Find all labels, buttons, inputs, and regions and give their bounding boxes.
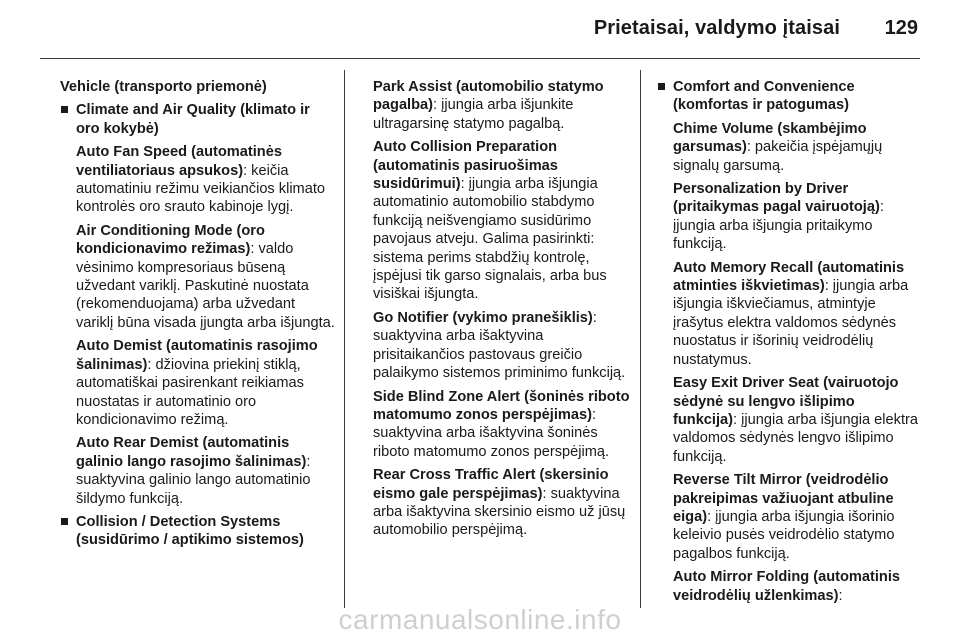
entry-text: : įjungia arba išjungia išorinio keleivio pusės veidrodėlio statymo pagalbos funkciją. bbox=[673, 508, 895, 562]
entry-go-notifier bbox=[373, 309, 631, 383]
column-3 bbox=[657, 78, 919, 610]
header-rule bbox=[40, 58, 920, 59]
entry-text: : valdo vėsinimo kompresoriaus būseną užvedant variklį. Paskutinė nuostata (rekomenduojama) arba užvedant variklį būna visada įjungta arba išjungta. bbox=[76, 241, 335, 331]
entry-term: Park Assist (automobilio statymo pagalba) bbox=[373, 79, 604, 114]
entry-air-conditioning-mode bbox=[76, 222, 336, 332]
entry-text: : suaktyvina arba išaktyvina šoninės riboto matomumo zonos perspėjimą. bbox=[373, 406, 610, 460]
entry-term: Easy Exit Driver Seat (vairuotojo sėdynė su lengvo išlipimo funkcija) bbox=[673, 375, 899, 428]
entry-text: : keičia automatiniu režimu veikiančios klimato kontrolės oro srauto kabinoje lygį. bbox=[76, 162, 326, 216]
entry-reverse-tilt-mirror bbox=[673, 471, 919, 563]
column-divider-right bbox=[640, 70, 641, 608]
column-divider-left bbox=[344, 70, 345, 608]
page-header bbox=[0, 0, 960, 58]
entry-text: : bbox=[838, 587, 843, 604]
column-1 bbox=[60, 78, 336, 555]
entry-personalization-by-driver bbox=[673, 180, 919, 254]
entry-term: Auto Rear Demist (automatinis galinio lango rasojimo šalinimas) bbox=[76, 435, 307, 470]
entry-term: Air Conditioning Mode (oro kondicionavimo režimas) bbox=[76, 222, 265, 258]
entry-text: : įjungia arba išjungia automatinio automobilio stabdymo funkciją neišvengiamo susidūrimo pavojaus atveju. Galima pasirinkti: sistema perims stabdžių kontrolę, įspėjusi tik garso signalais, arba bus visiškai išjungta. bbox=[373, 176, 607, 303]
entry-text: : suaktyvina galinio lango automatinio šildymo funkciją. bbox=[76, 453, 311, 507]
page-number: 129 bbox=[884, 17, 918, 39]
entry-text: : įjungia arba išjungia pritaikymo funkciją. bbox=[673, 199, 884, 253]
entry-easy-exit-driver-seat bbox=[673, 374, 919, 466]
entry-chime-volume bbox=[673, 120, 919, 175]
entry-term: Auto Collision Preparation (automatinis pasiruošimas susidūrimui) bbox=[373, 139, 558, 193]
section-heading: Vehicle (transporto priemonė) bbox=[60, 79, 267, 95]
watermark: carmanualsonline.info bbox=[338, 604, 622, 635]
entry-term: Rear Cross Traffic Alert (skersinio eismo gale perspėjimas) bbox=[373, 467, 609, 502]
entry-term: Personalization by Driver (pritaikymas pagal vairuotoją) bbox=[673, 181, 880, 216]
entry-auto-rear-demist bbox=[76, 434, 336, 508]
entry-term: Reverse Tilt Mirror (veidrodėlio pakreipimas važiuojant atbuline eiga) bbox=[673, 472, 894, 525]
entry-term: Go Notifier (vykimo pranešiklis) bbox=[373, 309, 593, 326]
bullet-climate: Climate and Air Quality (klimato ir oro kokybė) bbox=[60, 101, 336, 138]
entry-auto-collision-preparation bbox=[373, 138, 631, 304]
entry-text: : įjungia arba išjungia iškviečiamus, atmintyje įrašytus elektra valdomos sėdynės nuostatus ir išorinių veidrodėlių nustatymus. bbox=[673, 278, 909, 368]
bullet-comfort: Comfort and Convenience (komfortas ir patogumas) bbox=[657, 78, 919, 115]
entry-text: : suaktyvina arba išaktyvina prisitaikančios pastovaus greičio palaikymo sistemos priminimo funkciją. bbox=[373, 309, 626, 382]
entry-term: Side Blind Zone Alert (šoninės riboto matomumo zonos perspėjimas) bbox=[373, 388, 630, 423]
entry-auto-memory-recall bbox=[673, 259, 919, 369]
page-title: Prietaisai, valdymo įtaisai bbox=[593, 17, 840, 39]
entry-text: : įjungia arba išjungia elektra valdomos sėdynės lengvo išlipimo funkciją. bbox=[673, 411, 918, 465]
entry-term: Auto Fan Speed (automatinės ventiliatoriaus apsukos) bbox=[76, 144, 282, 179]
entry-park-assist bbox=[373, 78, 631, 133]
entry-term: Chime Volume (skambėjimo garsumas) bbox=[673, 120, 867, 156]
entry-side-blind-zone-alert bbox=[373, 388, 631, 462]
entry-auto-demist bbox=[76, 337, 336, 429]
entry-term: Auto Demist (automatinis rasojimo šalinimas) bbox=[76, 338, 318, 373]
entry-term: Auto Mirror Folding (automatinis veidrodėlių užlenkimas) bbox=[673, 569, 900, 604]
entry-rear-cross-traffic-alert bbox=[373, 466, 631, 540]
entry-text: : pakeičia įspėjamųjų signalų garsumą. bbox=[673, 139, 883, 174]
entry-auto-fan-speed bbox=[76, 143, 336, 217]
entry-term: Auto Memory Recall (automatinis atminties iškvietimas) bbox=[673, 259, 905, 295]
entry-text: : džiovina priekinį stiklą, automatiškai pasirenkant reikiamas nuostatas ir automatinio oro kondicionavimo režimą. bbox=[76, 356, 304, 428]
bullet-collision: Collision / Detection Systems (susidūrimo / aptikimo sistemos) bbox=[60, 513, 336, 550]
entry-auto-mirror-folding bbox=[673, 568, 919, 605]
column-2 bbox=[373, 78, 631, 545]
entry-text: : suaktyvina arba išaktyvina skersinio eismo už jūsų automobilio perspėjimą. bbox=[373, 485, 626, 539]
entry-text: : įjungia arba išjunkite ultragarsinę statymo pagalbą. bbox=[373, 97, 574, 132]
